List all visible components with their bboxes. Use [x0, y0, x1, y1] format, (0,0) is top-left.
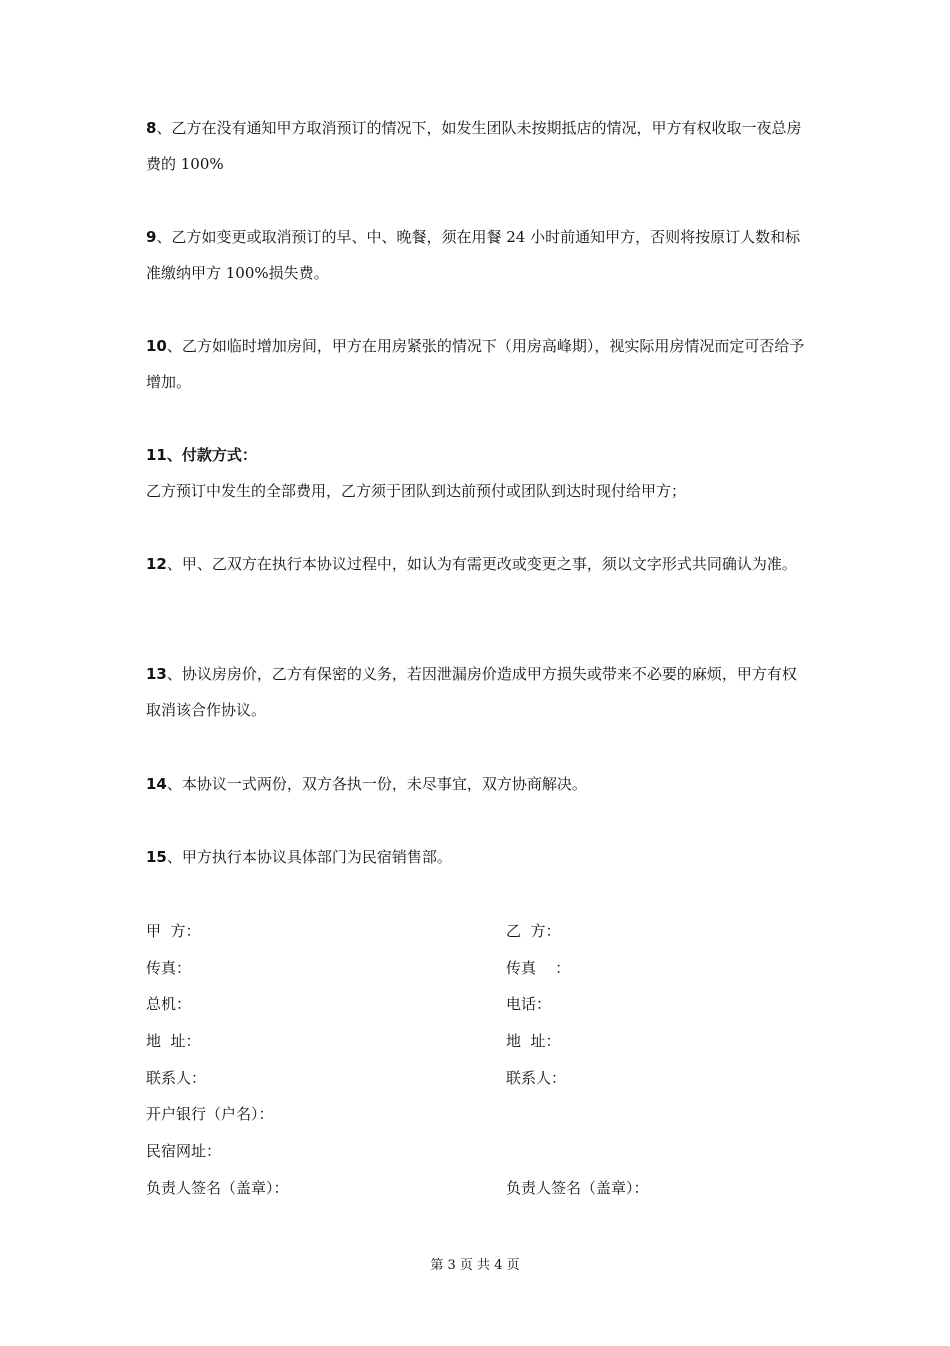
- clause-text: 、本协议一式两份，双方各执一份，未尽事宜，双方协商解决。: [166, 775, 587, 793]
- clause-14: [146, 766, 806, 802]
- party-a-website: 民宿网址：: [146, 1142, 222, 1160]
- party-a-address: 地 址：: [146, 1032, 201, 1050]
- clause-9: [146, 219, 806, 291]
- clause-number: 13: [146, 665, 167, 683]
- clause-number: 10: [146, 337, 167, 355]
- clause-number: 15: [146, 848, 167, 866]
- clause-text: 乙方预订中发生的全部费用，乙方须于团队到达前预付或团队到达时现付给甲方；: [146, 482, 687, 500]
- clause-heading: 、付款方式：: [166, 446, 257, 464]
- clause-text: 、甲方执行本协议具体部门为民宿销售部。: [166, 848, 452, 866]
- clause-8: [146, 110, 806, 182]
- party-b-signature: 负责人签名（盖章）：: [506, 1179, 649, 1197]
- clause-10: [146, 328, 806, 400]
- party-a-switchboard: 总机：: [146, 995, 192, 1013]
- party-a-fax: 传真：: [146, 959, 192, 977]
- party-b-phone: 电话：: [506, 995, 552, 1013]
- clause-number: 11: [146, 446, 167, 464]
- party-b-address: 地 址：: [506, 1032, 561, 1050]
- party-a-label: 甲 方：: [146, 922, 201, 940]
- clause-13: [146, 656, 806, 728]
- clause-text: 、协议房房价，乙方有保密的义务，若因泄漏房价造成甲方损失或带来不必要的麻烦，甲方有权取消该合作协议。: [146, 665, 797, 719]
- clause-15: [146, 839, 806, 875]
- clause-number: 8: [146, 119, 157, 137]
- party-b-fax: 传真 ：: [506, 959, 571, 977]
- clause-text: 、乙方如临时增加房间，甲方在用房紧张的情况下（用房高峰期），视实际用房情况而定可否给予增加。: [146, 337, 805, 391]
- clause-number: 9: [146, 228, 157, 246]
- clause-11: [146, 437, 806, 509]
- clause-number: 12: [146, 555, 167, 573]
- party-b-label: 乙 方：: [506, 922, 561, 940]
- clause-text: 、乙方如变更或取消预订的早、中、晚餐，须在用餐 24 小时前通知甲方，否则将按原订人数和标准缴纳甲方 100%损失费。: [146, 228, 801, 282]
- party-a-bank: 开户银行（户名）：: [146, 1105, 274, 1123]
- clause-text: 、甲、乙双方在执行本协议过程中，如认为有需更改或变更之事，须以文字形式共同确认为准。: [166, 555, 797, 573]
- page-footer: 第 3 页 共 4 页: [430, 1258, 520, 1273]
- clause-12: [146, 546, 806, 582]
- clause-text: 、乙方在没有通知甲方取消预订的情况下，如发生团队未按期抵店的情况，甲方有权收取一夜总房费的 100%: [146, 119, 802, 173]
- clause-number: 14: [146, 775, 167, 793]
- party-a-signature: 负责人签名（盖章）：: [146, 1179, 289, 1197]
- party-a-contact: 联系人：: [146, 1069, 207, 1087]
- party-b-contact: 联系人：: [506, 1069, 567, 1087]
